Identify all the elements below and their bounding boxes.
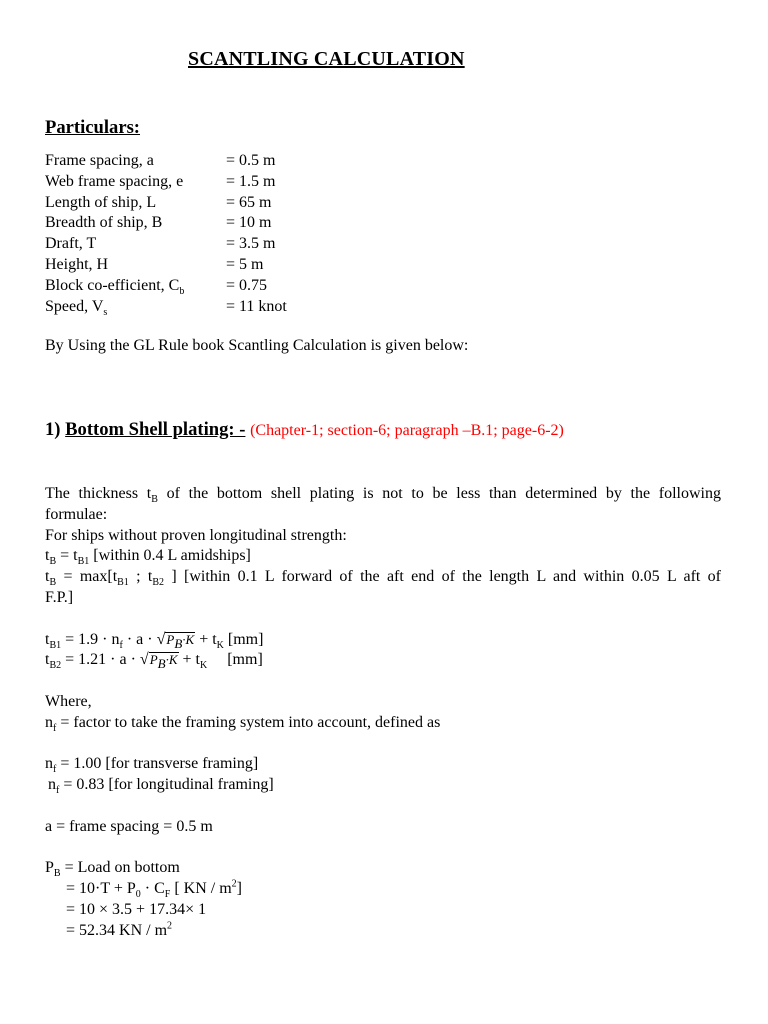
- section-number: 1): [45, 419, 61, 440]
- subscript: B: [53, 868, 61, 880]
- particular-value: = 11 knot: [226, 297, 287, 315]
- particulars-heading: Particulars:: [45, 117, 141, 138]
- definition-line: [45, 754, 721, 775]
- subscript: K: [216, 639, 224, 651]
- superscript: 2: [231, 878, 237, 890]
- page-title: SCANTLING CALCULATION: [188, 48, 465, 70]
- particular-row: [45, 193, 445, 214]
- paragraph-line: F.P.]: [45, 588, 74, 606]
- text: = Load on bottom: [60, 859, 180, 877]
- particular-value: = 5 m: [226, 255, 264, 273]
- text: n: [48, 776, 56, 794]
- particular-row: [45, 151, 445, 172]
- particular-value: = 0.75: [226, 276, 268, 294]
- text: P: [45, 859, 54, 877]
- text: [ KN / m: [170, 880, 232, 898]
- label-text: Speed, V: [45, 297, 104, 315]
- subscript: F: [164, 889, 171, 901]
- paragraph-line: Where,: [45, 692, 92, 710]
- text: + t: [195, 630, 217, 648]
- intro-text: By Using the GL Rule book Scantling Calculation is given below:: [45, 337, 469, 354]
- subscript: B: [151, 494, 158, 506]
- particular-value: = 0.5 m: [226, 152, 276, 169]
- text: t: [45, 568, 50, 586]
- text: = t: [56, 547, 78, 565]
- subscript: B: [49, 556, 57, 568]
- calculation-line: [45, 879, 721, 900]
- text: = 1.00 [for transverse framing]: [56, 755, 259, 773]
- particular-value: = 10 m: [226, 214, 272, 232]
- section-title: Bottom Shell plating: -: [65, 419, 246, 440]
- text: = max[t: [56, 568, 118, 586]
- subscript: K: [199, 660, 208, 672]
- text: ] [within 0.1 L forward of the aft end of the length L and within 0.05 L aft of: [164, 568, 722, 586]
- text: = 1.21 · a ·: [61, 651, 140, 669]
- text: · a ·: [122, 630, 157, 648]
- definition-line: a = frame spacing = 0.5 m: [45, 817, 213, 835]
- particular-label: [45, 276, 184, 297]
- particular-value: = 65 m: [226, 193, 272, 211]
- subscript: B2: [49, 660, 62, 672]
- subscript: B: [174, 635, 183, 651]
- subscript: 0: [135, 889, 141, 901]
- text: ]: [236, 880, 242, 898]
- math-text: P: [166, 631, 175, 647]
- text: t: [45, 651, 50, 669]
- particular-row: [45, 297, 445, 318]
- text: [mm]: [223, 630, 264, 648]
- text: + t: [178, 651, 200, 669]
- paragraph-line: For ships without proven longitudinal strength:: [45, 526, 347, 544]
- text: = 1.9 · n: [61, 630, 120, 648]
- text: t: [45, 630, 50, 648]
- formula-line: [45, 546, 721, 567]
- text: n: [45, 755, 53, 773]
- text: · C: [140, 880, 165, 898]
- subscript: f: [119, 639, 123, 651]
- particular-label: Frame spacing, a: [45, 152, 154, 169]
- calculation-line: = 10 × 3.5 + 17.34× 1: [66, 900, 207, 918]
- text: n: [45, 713, 53, 731]
- particular-label: Breadth of ship, B: [45, 214, 163, 232]
- particular-label: Height, H: [45, 255, 109, 273]
- subscript: f: [53, 722, 57, 734]
- text: of the bottom shell plating is not to be less than determined by the following: [157, 485, 722, 502]
- paragraph-line: formulae:: [45, 505, 108, 523]
- subscript: B1: [77, 556, 90, 568]
- superscript: 2: [167, 920, 173, 932]
- definition-line: [45, 775, 721, 796]
- particular-value: = 3.5 m: [226, 235, 276, 253]
- subscript: B1: [117, 577, 129, 589]
- formula-tb1: [45, 630, 721, 651]
- text: = factor to take the framing system into account, defined as: [56, 713, 441, 731]
- formula-line: [45, 567, 721, 588]
- definition-line: [45, 713, 721, 734]
- subscript: f: [56, 785, 60, 797]
- text: = 0.83 [for longitudinal framing]: [59, 776, 274, 794]
- subscript: B1: [49, 639, 62, 651]
- section-heading: [45, 420, 564, 442]
- subscript: B: [157, 656, 166, 672]
- particular-row: [45, 276, 445, 297]
- text: [mm]: [207, 651, 263, 669]
- particular-value: = 1.5 m: [226, 172, 276, 190]
- text: t: [45, 547, 50, 565]
- label-subscript: b: [179, 285, 185, 297]
- section-reference: (Chapter-1; section-6; paragraph –B.1; page-6-2): [250, 422, 564, 439]
- paragraph-line: [45, 484, 721, 505]
- particular-row: [45, 172, 445, 193]
- subscript: B2: [152, 577, 165, 589]
- label-subscript: s: [103, 306, 108, 318]
- math-text: ·K: [182, 631, 195, 647]
- square-root: $√P_B\cdot K$: [139, 651, 178, 672]
- text: = 52.34 KN / m: [66, 921, 168, 939]
- section-body: [45, 484, 721, 942]
- text: = 10·T + P: [66, 880, 136, 898]
- particular-label: Draft, T: [45, 235, 97, 253]
- particular-label: [45, 297, 107, 318]
- text: ; t: [128, 568, 153, 586]
- particulars-list: [45, 151, 445, 317]
- text: The thickness t: [45, 485, 152, 502]
- particular-row: [45, 213, 445, 234]
- label-text: Block co-efficient, C: [45, 276, 180, 294]
- particular-label: Web frame spacing, e: [45, 172, 184, 190]
- particular-label: Length of ship, L: [45, 193, 157, 211]
- calculation-line: [45, 921, 721, 942]
- math-text: ·K: [165, 652, 178, 668]
- particular-row: [45, 234, 445, 255]
- definition-line: [45, 858, 721, 879]
- math-text: P: [149, 652, 158, 668]
- formula-tb2: [45, 650, 721, 671]
- text: [within 0.4 L amidships]: [89, 547, 251, 565]
- particular-row: [45, 255, 445, 276]
- square-root: $√P_B\cdot K$: [156, 630, 195, 651]
- subscript: f: [53, 764, 57, 776]
- subscript: B: [49, 577, 57, 589]
